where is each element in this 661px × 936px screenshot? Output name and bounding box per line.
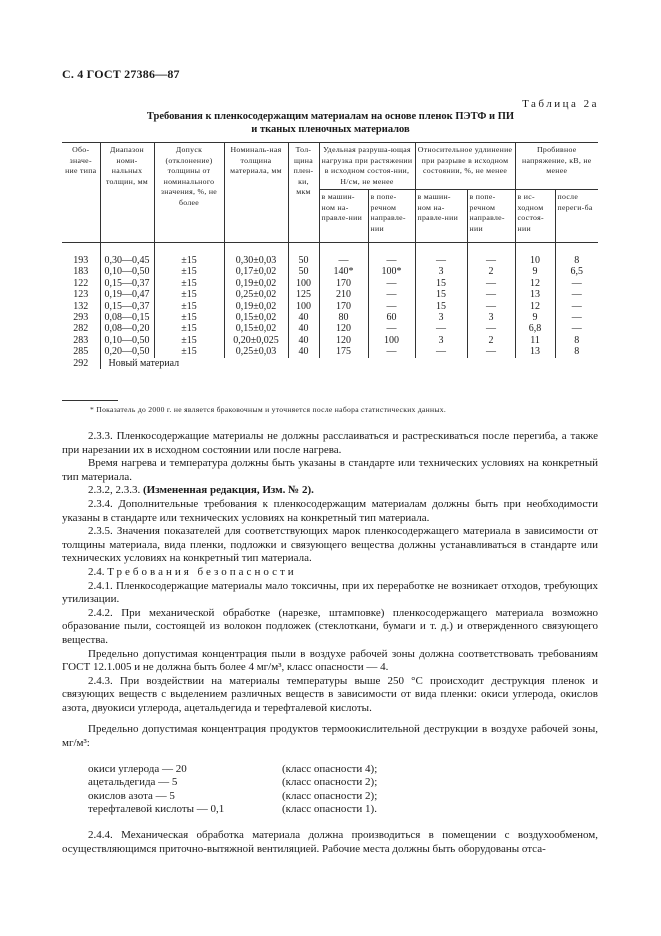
empty-cell [319,358,368,369]
amendment-clauses: 2.3.2, 2.3.3. [88,484,143,497]
list-item [62,790,598,804]
cell-nominal-thickness: 0,25±0,02 [224,289,288,300]
col-header-type: Обо-значе-ние типа [62,143,100,243]
cell-thickness-range: 0,15—0,37 [100,278,154,289]
subheader-elong-transverse: в попе-речном направле-нии [467,190,515,243]
cell-nominal-thickness: 0,19±0,02 [224,301,288,312]
cell-film-thickness: 100 [288,278,319,289]
cell-type-code: 132 [62,301,100,312]
subheader-load-machine: в машин-ном на-правле-нии [319,190,368,243]
cell-nominal-thickness: 0,25±0,03 [224,346,288,357]
cell-elong-machine: — [415,323,467,334]
cell-thickness-range: 0,15—0,37 [100,301,154,312]
cell-nominal-thickness: 0,30±0,03 [224,243,288,267]
cell-load-machine: 140* [319,266,368,277]
cell-tolerance: ±15 [154,278,224,289]
subheader-elong-machine: в машин-ном на-правле-нии [415,190,467,243]
cell-type-code: 183 [62,266,100,277]
cell-voltage-after-bend: — [555,278,598,289]
cell-elong-machine: 15 [415,301,467,312]
cell-load-transverse: — [368,289,415,300]
cell-load-transverse: 100* [368,266,415,277]
cell-load-machine: — [319,243,368,267]
table-row [62,323,598,334]
cell-voltage-initial: 12 [515,301,555,312]
table-title-line-2: и тканых пленочных материалов [251,124,410,135]
cell-tolerance: ±15 [154,243,224,267]
page-header: С. 4 ГОСТ 27386—87 [62,67,180,81]
cell-voltage-initial: 10 [515,243,555,267]
cell-elong-transverse: — [467,278,515,289]
col-header-elongation: Относительное удлинение при разрыве в исходном состоянии, %, не менее [415,143,515,190]
cell-load-machine: 170 [319,278,368,289]
cell-film-thickness: 50 [288,266,319,277]
cell-voltage-after-bend: 8 [555,335,598,346]
cell-voltage-after-bend: 8 [555,243,598,267]
hazard-class: (класс опасности 2); [282,776,378,789]
cell-voltage-initial: 6,8 [515,323,555,334]
cell-voltage-after-bend: — [555,289,598,300]
cell-load-transverse: 60 [368,312,415,323]
col-header-breaking-load: Удельная разруша-ющая нагрузка при растяжении в исходном состоя-нии, Н/см, не менее [319,143,415,190]
cell-elong-transverse: — [467,323,515,334]
cell-elong-transverse: — [467,301,515,312]
subheader-voltage-after-bend: после переги-ба [555,190,598,243]
cell-film-thickness: 40 [288,346,319,357]
cell-load-machine: 80 [319,312,368,323]
table-row [62,335,598,346]
cell-type-code: 283 [62,335,100,346]
list-item [62,763,598,777]
cell-voltage-initial: 13 [515,346,555,357]
cell-nominal-thickness: 0,19±0,02 [224,278,288,289]
cell-thickness-range: 0,20—0,50 [100,346,154,357]
cell-nominal-thickness: 0,20±0,025 [224,335,288,346]
table-label: Таблица 2а [522,98,599,110]
empty-cell [515,358,555,369]
cell-elong-machine: 3 [415,266,467,277]
cell-film-thickness: 50 [288,243,319,267]
cell-tolerance: ±15 [154,289,224,300]
cell-tolerance: ±15 [154,312,224,323]
cell-film-thickness: 40 [288,323,319,334]
cell-load-machine: 120 [319,323,368,334]
cell-type-code: 122 [62,278,100,289]
cell-load-machine: 170 [319,301,368,312]
cell-voltage-initial: 9 [515,266,555,277]
col-header-tolerance: Допуск (отклонение) толщины от номинального значения, %, не более [154,143,224,243]
table-title-line-1: Требования к пленкосодержащим материалам на основе пленок ПЭТФ и ПИ [146,111,515,122]
section-heading-2-4 [62,566,598,580]
col-header-breakdown-voltage: Пробивное напряжение, кВ, не менее [515,143,598,190]
table-row [62,266,598,277]
hazard-class: (класс опасности 2); [282,789,378,802]
table-body [62,243,598,370]
cell-load-transverse: — [368,243,415,267]
empty-cell [368,358,415,369]
cell-nominal-thickness: 0,17±0,02 [224,266,288,277]
table-row [62,358,598,369]
empty-cell [415,358,467,369]
empty-cell [288,358,319,369]
cell-elong-transverse: — [467,243,515,267]
substance-name: окиси углерода — 20 [88,762,187,775]
cell-tolerance: ±15 [154,266,224,277]
list-item [62,803,598,817]
cell-thickness-range: 0,10—0,50 [100,266,154,277]
cell-type-code: 282 [62,323,100,334]
paragraph-2-4-1: 2.4.1. Пленкосодержащие материалы мало токсичны, при их переработке не возникает отходов, требующих утилизации. [62,579,598,606]
cell-film-thickness: 40 [288,335,319,346]
paragraph-2-3-3: 2.3.3. Пленкосодержащие материалы не должны расслаиваться и растрескиваться после перегиба, а также при нарезании их в исходном состоянии или после нагрева. [62,430,598,456]
cell-film-thickness: 40 [288,312,319,323]
table-row [62,289,598,300]
cell-voltage-initial: 9 [515,312,555,323]
cell-thickness-range: 0,08—0,15 [100,312,154,323]
table-footnote: * Показатель до 2000 г. не является браковочным и уточняется после набора статистических данных. [90,405,447,414]
cell-tolerance: ±15 [154,346,224,357]
cell-type-code: 293 [62,312,100,323]
cell-elong-transverse: — [467,289,515,300]
cell-load-transverse: — [368,323,415,334]
table-title [62,110,599,136]
cell-voltage-initial: 11 [515,335,555,346]
cell-tolerance: ±15 [154,335,224,346]
cell-type-code: 292 [62,358,100,369]
substance-name: ацетальдегида — 5 [88,776,178,789]
cell-nominal-thickness: 0,15±0,02 [224,312,288,323]
amendment-note: (Измененная редакция, Изм. № 2). [143,484,314,497]
substance-list [62,763,598,817]
cell-type-code: 285 [62,346,100,357]
cell-elong-machine: 15 [415,278,467,289]
cell-load-machine: 175 [319,346,368,357]
empty-cell [224,358,288,369]
cell-voltage-initial: 13 [515,289,555,300]
cell-load-transverse: — [368,278,415,289]
cell-load-transverse: — [368,301,415,312]
col-header-film-thickness: Тол-щина плен-ки, мкм [288,143,319,243]
cell-tolerance: ±15 [154,323,224,334]
paragraph-amendment [62,484,598,498]
cell-new-material-note: Новый материал [108,357,180,369]
section-title: Требования безопасности [107,565,297,578]
substance-name: терефталевой кислоты — 0,1 [88,803,225,816]
paragraph-heating-time: Время нагрева и температура должны быть указаны в стандарте или технических условиях на конкретный тип материала. [62,457,598,483]
cell-voltage-initial: 12 [515,278,555,289]
cell-elong-machine: 15 [415,289,467,300]
paragraph-2-4-4: 2.4.4. Механическая обработка материала должна производиться в помещении с воздухообменом, осуществляющимся приточно-вытяжной вентиляцией. Рабочие места должны быть оборудованы отса- [62,829,598,855]
table-row [62,301,598,312]
cell-thickness-range: 0,30—0,45 [100,243,154,267]
requirements-table [62,142,598,369]
cell-elong-transverse: — [467,346,515,357]
hazard-class: (класс опасности 1). [282,803,377,816]
subheader-voltage-initial: в ис-ходном состоя-нии [515,190,555,243]
cell-thickness-range: 0,10—0,50 [100,335,154,346]
cell-voltage-after-bend: — [555,323,598,334]
section-number: 2.4. [88,565,108,578]
cell-voltage-after-bend: — [555,301,598,312]
paragraph-dust-limit: Предельно допустимая концентрация пыли в воздухе рабочей зоны должна соответствовать требованиям ГОСТ 12.1.005 и не должна быть более 4 мг/м³, класс опасности — 4. [62,647,598,674]
paragraph-2-3-4: 2.3.4. Дополнительные требования к пленкосодержащим материалам должны быть при необходимости указаны в стандарте или технических условиях на конкретный тип материала. [62,497,598,524]
list-item [62,776,598,790]
cell-voltage-after-bend: 6,5 [555,266,598,277]
cell-thickness-range: 0,08—0,20 [100,323,154,334]
substance-name: окислов азота — 5 [88,789,175,802]
cell-film-thickness: 125 [288,289,319,300]
table-row [62,312,598,323]
col-header-nominal-thickness: Номиналь-ная толщина материала, мм [224,143,288,243]
cell-tolerance: ±15 [154,301,224,312]
table-row [62,278,598,289]
cell-load-machine: 120 [319,335,368,346]
paragraph-concentration-limit: Предельно допустимая концентрация продуктов термоокислительной деструкции в воздухе рабочей зоны, мг/м³: [62,723,598,750]
cell-film-thickness: 100 [288,301,319,312]
hazard-class: (класс опасности 4); [282,762,378,775]
cell-type-code: 123 [62,289,100,300]
paragraph-2-4-3: 2.4.3. При воздействии на материалы температуры выше 250 °С происходит деструкция пленок и связующих веществ с выделением различных веществ в зависимости от вида пленки: окиси углерода, окислов азота, двуокиси углерода, ацетальдегида и терефталевой кислоты. [62,674,598,714]
body-text [62,430,598,856]
cell-elong-transverse: 2 [467,266,515,277]
empty-cell [555,358,598,369]
cell-nominal-thickness: 0,15±0,02 [224,323,288,334]
cell-load-transverse: — [368,346,415,357]
col-header-thickness-range: Диапазон номи-нальных толщин, мм [100,143,154,243]
cell-elong-machine: 3 [415,335,467,346]
cell-voltage-after-bend: 8 [555,346,598,357]
paragraph-2-4-2: 2.4.2. При механической обработке (нарезке, штамповке) пленкосодержащего материала возможно образование пыли, состоящей из волокон подложек (стеклоткани, бумаги и т. д.) и отвержденного связующего вещества. [62,606,598,646]
cell-elong-machine: — [415,346,467,357]
cell-load-transverse: 100 [368,335,415,346]
cell-type-code: 193 [62,243,100,267]
cell-load-machine: 210 [319,289,368,300]
table-row [62,346,598,357]
cell-elong-transverse: 2 [467,335,515,346]
subheader-load-transverse: в попе-речном направле-нии [368,190,415,243]
footnote-divider [62,400,118,401]
empty-cell [467,358,515,369]
cell-voltage-after-bend: — [555,312,598,323]
table-row [62,243,598,267]
cell-elong-transverse: 3 [467,312,515,323]
cell-thickness-range: 0,19—0,47 [100,289,154,300]
paragraph-2-3-5: 2.3.5. Значения показателей для соответствующих марок пленкосодержащего материала в зависимости от толщины материала, вида пленки, подложки и связующего вещества должны устанавливаться в стандарте или технических условиях на конкретный тип материала. [62,525,598,565]
cell-elong-machine: — [415,243,467,267]
cell-elong-machine: 3 [415,312,467,323]
